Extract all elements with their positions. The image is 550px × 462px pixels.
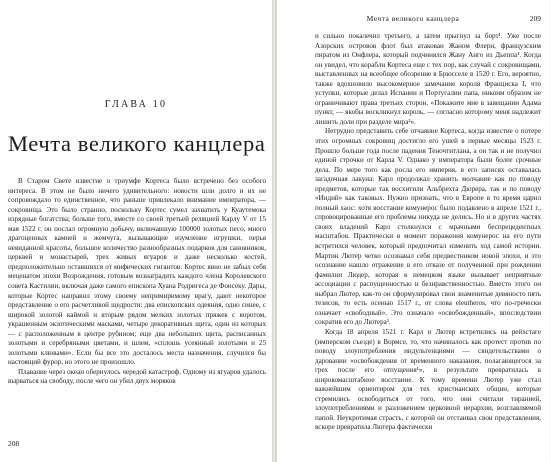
paragraph: и сильно покалечил третьего, а затем прыгнул за борт¹. Уже после Азорских островов флот был атакован Жаном Флери, французским пиратом из Онфлера, который подчинялся Жану Анго из Дьеппа¹. Когда он увидел, что корабли Кортеса еще с тех пор, как случай с сокровищами, выставленных на всеобщее обозрение в Брюсселе в 1520 г. Его, вероятно, также вдохновило высокомерное замечание короля Франциска I, что уступки, которые делал Испании и Португалии папа, никоим образом не ограничивают права третьих сторон. «Покажите мне в завещании Адама пункт, — якобы воскликнул король, — согласно которому меня надлежит лишить доли при разделе мира²». — [315, 32, 541, 126]
left-page-body — [8, 177, 266, 387]
paragraph: Нетрудно представить себе отчаяние Кортеса, когда известие о потере этих огромных сокровищ достигло его ушей в первые месяцы 1523 г. Прошло больше года после падения Теночтитлана, а он так и не получил единой строчки от Карла V. Однако у императора были более срочные дела. По мере того как росла его империя, в его записях оставалась загадочная лакуна: Карл продолжал хранить молчание как по поводу предметов, которые так восхитили Альбрехта Дюрера, так и по поводу «Индий» как таковых. Нужно признать, что в Европе в то время царил полный хаос: хотя восстание комунерос было подавлено в апреле 1521 г., спровоцированные его проблемы никуда не делись. Но и в других частях своих владений Карл столкнулся с мрачными беспрецедентных масштабов. Практически в момент поражения комунерос на его пути встретился человек, который предпочитал изменить ход самой истории. Мартин Лютер четко осознавал себя предвестником новой эпохи, и это осознание нашло отражение в его отказе от полученной при рождении фамилии Людер, которая в немецком языке вызывает неприятные ассоциации с распущенностью и безнравственностью. Вместо этого он выбрал Лютер, как-то он сформулировал свои знаменитые девяносто пять тезисов, то есть осенью 1517 г., от слова eleutheros, что по-гречески означает «свободный». Это означало «освобожденный», впоследствии сократив его до Лютера³. — [315, 127, 541, 327]
right-page — [276, 0, 549, 462]
page-number-right: 209 — [529, 14, 541, 23]
paragraph: В Старом Свете известие о триумфе Кортеса было встречено без особого интереса. В этом не было ничего удивительного: новости шли долго и их не сопровождало то единственное, что раньше привлекало внимание императора, — сокровища. Это было странно, поскольку Кортес сумел захватить у Куаутемока изрядные богатства; больше того, вместе со своей третьей реляцией Карлу V от 15 мая 1522 г. он послал огромную добычу, включавшую 100000 золотых песо, много драгоценных камней и жемчуга, вызывающие изумление игрушки, перья невиданной красоты, большое количество разнообразных подарков для сановников, церквей и монастырей, трех живых ягуаров и даже несколько костей, предположительно оставшихся от мифических гигантов. Кортес явно не забыл себя меценатом эпохи Возрождения, готовым вознаградить каждого члена Королевского совета Кастилии, включая даже самого епископа Хуана Родригеса де Фонсеку. Дары, которые Кортес направил этому своему непримиримому врагу, дают некоторое представление о его расчетливой щедрости: два епископских одеяния, одно синее, с широкой золотой каймой и вторым рядом мелких золотых пряжек с воротом, украшенным экзотическими масками, четыре декоративных щита, один из которых — с расположенным в центре рубином; еще два небольших щита, расписанных золотыми и серебряными цветами, и шлем, «сплошь усеянный золотыми и 25 золотыми клювами». Если бы все это досталось места назначения, случился бы настоящий фурор, но этого не произошло. — [8, 177, 266, 367]
chapter-title: Мечта великого канцлера — [8, 131, 266, 157]
running-head: Мечта великого канцлера — [366, 14, 460, 23]
paragraph: Плавание через океан обернулось чередой катастроф. Одному из ягуаров удалось вырваться на свободу, после чего он убил двух моряков — [8, 367, 266, 386]
paragraph: Когда 18 апреля 1521 г. Карл и Лютер встретились на рейхстаге (имперском съезде) в Вормсе, то, что начиналось как протест против по поводу злоупотребления индульгенциями — свидетельствами о даровании «освобождения от временного наказания, полагающегося за грех после его отпущения¹», в результате превратилась в широкомасштабное восстание. К тому времени Лютер уже стал важнейшим ориентиром для тех христианских общин, которые стремились освободиться от того, что они считали тиранией, злоупотреблениями и разложением церковной иерархии, возглавляемой папой. Неукротимая страсть, с которой он отстаивал свои представления, вскоре превратила Лютера фактически — [315, 327, 541, 432]
left-page — [0, 0, 273, 462]
page-number-left: 208 — [8, 439, 20, 448]
chapter-label: ГЛАВА 10 — [104, 99, 168, 110]
right-page-body — [315, 32, 541, 433]
